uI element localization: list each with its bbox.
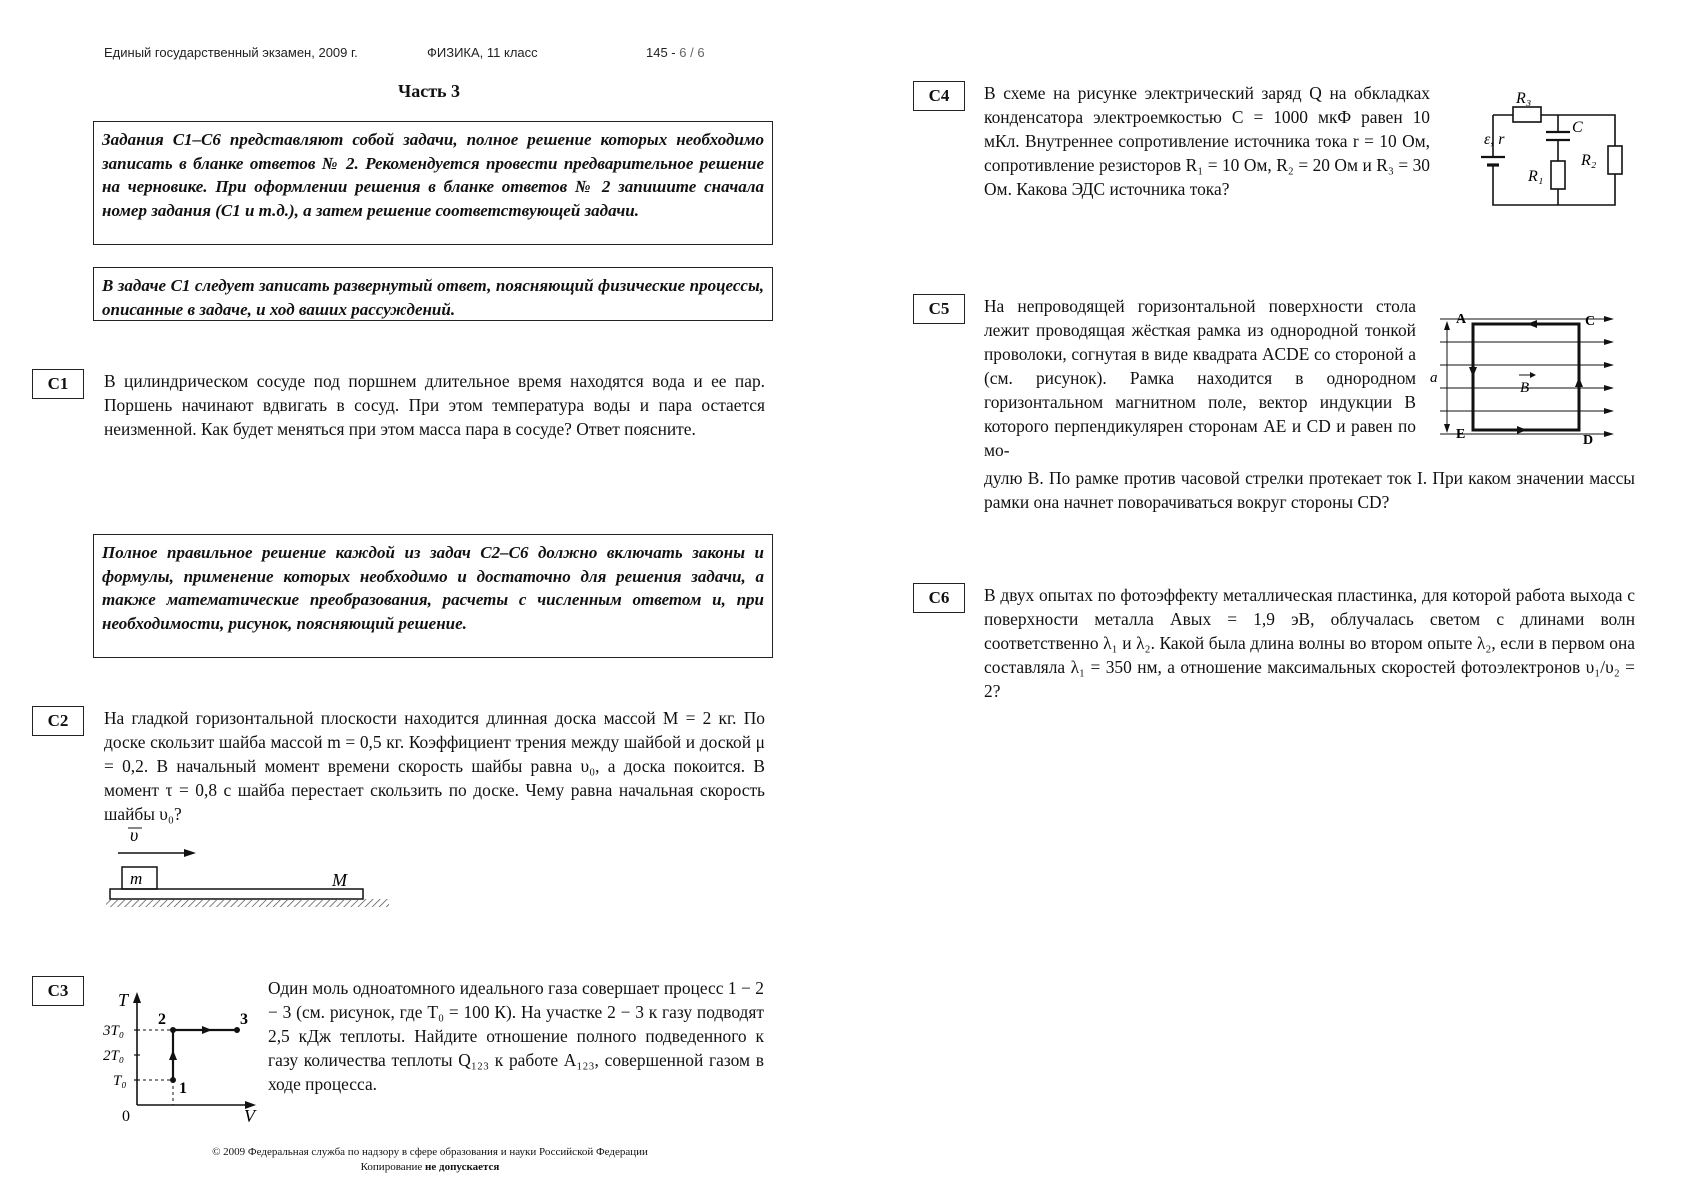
- page-number-suffix: 6 / 6: [679, 45, 705, 60]
- velocity-arrowhead: [184, 849, 196, 857]
- subject-title: ФИЗИКА, 11 класс: [427, 45, 538, 60]
- footer-copy-bold: не допускается: [425, 1161, 500, 1173]
- square-frame: [1473, 324, 1579, 430]
- problem-label-c3: C3: [32, 976, 84, 1006]
- vertex-label-e: E: [1456, 427, 1466, 442]
- problem-text-c3: Один моль одноатомного идеального газа совершает процесс 1 − 2 − 3 (см. рисунок, где T₀ = 100 К). На участке 2 − 3 к газу подводят 2,5 кДж теплоты. Найдите отношение полного подведенного к газу количества теплоты Q₁₂₃ к работе A₁₂₃, совершенной газом в ходе процесса.: [268, 978, 764, 1094]
- problem-text-c5-upper: На непроводящей горизонтальной поверхности стола лежит проводящая жёсткая рамка из однородной тонкой проволоки, согнутая в виде квадрата ACDE со стороной a (см. рисунок). Рамка находится в однородном горизонтальном магнитном поле, вектор индукции B которого перпендикулярен сторонам AE и CD и равен по мо-: [984, 296, 1416, 460]
- board-puck-figure: [100, 825, 400, 910]
- tick-label-3t0: 3T₀: [103, 1023, 125, 1039]
- state-point-2: [170, 1027, 176, 1033]
- board-mass-label: M: [332, 870, 347, 890]
- problem-text-c2: На гладкой горизонтальной плоскости находится длинная доска массой M = 2 кг. По доске скользит шайба массой m = 0,5 кг. Коэффициент трения между шайбой и доской μ = 0,2. В начальный момент времени скорость шайбы равна υ₀, а доска покоится. В момент τ = 0,8 с шайба перестает скользить по доске. Чему равна начальная скорость шайбы υ₀?: [104, 708, 765, 824]
- current-arrow-right: [1575, 377, 1583, 387]
- capacitor-label: C: [1572, 119, 1583, 136]
- state-label-2: 2: [158, 1011, 166, 1028]
- side-length-arrow-top: [1444, 321, 1450, 330]
- emf-label: ε, r: [1484, 131, 1505, 148]
- instruction-box-3: Полное правильное решение каждой из задач С2–С6 должно включать законы и формулы, применение которых необходимо и достаточно для решения задачи, а также математические преобразования, расчеты с численным ответом и, при необходимости, рисунок, поясняющий решение.: [93, 534, 773, 658]
- problem-label-c6: C6: [913, 583, 965, 613]
- field-arrow-1: [1604, 316, 1614, 322]
- field-vector-mark-head: [1530, 372, 1536, 378]
- process-2-3-arrow: [202, 1026, 212, 1034]
- resistor-r1: [1551, 161, 1565, 189]
- page-number: [646, 45, 705, 60]
- resistor-r2: [1608, 146, 1622, 174]
- state-label-3: 3: [240, 1011, 248, 1028]
- field-arrow-6: [1604, 431, 1614, 437]
- process-1-2-arrow: [169, 1050, 177, 1060]
- problem-text-c4: В схеме на рисунке электрический заряд Q на обкладках конденсатора электроемкостью C = 1000 мкФ равен 10 мКл. Внутреннее сопротивление источника тока r = 10 Ом, сопротивление резисторов R₁ = 10 Ом, R₂ = 20 Ом и R₃ = 30 Ом. Какова ЭДС источника тока?: [984, 83, 1430, 199]
- current-arrow-bottom: [1517, 426, 1527, 434]
- frame-field-figure: [1420, 305, 1635, 455]
- page-number-prefix: 145 -: [646, 45, 676, 60]
- current-arrow-left: [1469, 367, 1477, 377]
- side-length-arrow-bottom: [1444, 424, 1450, 433]
- footer: [150, 1145, 710, 1175]
- exam-title: Единый государственный экзамен, 2009 г.: [104, 45, 358, 60]
- field-arrow-3: [1604, 362, 1614, 368]
- r3-label: R₃: [1516, 90, 1532, 107]
- footer-copy-notice: [150, 1160, 710, 1175]
- instruction-box-1: Задания С1–С6 представляют собой задачи, полное решение которых необходимо записать в бланке ответов № 2. Рекомендуется провести предварительное решение на черновике. При оформлении решения в бланке ответов № 2 запишите сначала номер задания (С1 и т.д.), а затем решение соответствующей задачи.: [93, 121, 773, 245]
- vertex-label-a: A: [1456, 312, 1467, 327]
- problem-text-c5-lower: дулю B. По рамке против часовой стрелки протекает ток I. При каком значении массы рамки она начнет поворачиваться вокруг стороны CD?: [984, 468, 1635, 512]
- problem-label-c4: C4: [913, 81, 965, 111]
- circuit-wires: [1493, 115, 1615, 205]
- vertex-label-d: D: [1583, 433, 1594, 448]
- resistor-r3: [1513, 107, 1541, 122]
- part-title: Часть 3: [398, 81, 461, 101]
- t-axis-label: T: [118, 990, 129, 1010]
- r2-label: R₂: [1581, 152, 1597, 169]
- problem-label-c1: C1: [32, 369, 84, 399]
- footer-copyright: © 2009 Федеральная служба по надзору в сфере образования и науки Российской Федерации: [212, 1146, 648, 1158]
- vertex-label-c: C: [1585, 314, 1596, 329]
- footer-copy-prefix: Копирование: [360, 1161, 423, 1173]
- field-arrow-2: [1604, 339, 1614, 345]
- problem-text-c6: В двух опытах по фотоэффекту металлическая пластинка, для которой работа выхода с поверхности металла Aвых = 1,9 эВ, облучалась светом с длинами волн соответственно λ₁ и λ₂. Какой была длина волны во втором опыте λ₂, если в первом она составляла λ₁ = 350 нм, а отношение максимальных скоростей фотоэлектронов υ₁/υ₂ = 2?: [984, 585, 1635, 701]
- field-vector-label: B: [1520, 380, 1530, 396]
- tick-label-2t0: 2T₀: [103, 1048, 125, 1064]
- state-point-1: [170, 1077, 176, 1083]
- origin-label: 0: [122, 1108, 130, 1125]
- state-label-1: 1: [179, 1080, 187, 1097]
- problem-text-c1: В цилиндрическом сосуде под поршнем длительное время находятся вода и ее пар. Поршень начинают вдвигать в сосуд. При этом температура воды и пара остается неизменной. Как будет меняться при этом масса пара в сосуде? Ответ поясните.: [104, 371, 765, 439]
- circuit-figure: [1450, 82, 1630, 212]
- problem-label-c2: C2: [32, 706, 84, 736]
- field-arrow-5: [1604, 408, 1614, 414]
- field-arrow-4: [1604, 385, 1614, 391]
- ground-hatching: [106, 899, 389, 907]
- tick-label-t0: T₀: [113, 1073, 127, 1089]
- instruction-box-2: В задаче С1 следует записать развернутый ответ, поясняющий физические процессы, описанные в задаче, и ход ваших рассуждений.: [93, 267, 773, 321]
- t-axis-arrowhead: [133, 992, 141, 1003]
- side-length-label: a: [1430, 370, 1438, 386]
- puck-mass-label: m: [130, 869, 143, 888]
- current-arrow-top: [1527, 320, 1537, 328]
- v-axis-label: V: [244, 1106, 255, 1126]
- problem-label-c5: C5: [913, 294, 965, 324]
- r1-label: R₁: [1528, 168, 1544, 185]
- board: [110, 889, 363, 899]
- tv-diagram: [100, 990, 260, 1125]
- velocity-label: υ: [130, 825, 139, 845]
